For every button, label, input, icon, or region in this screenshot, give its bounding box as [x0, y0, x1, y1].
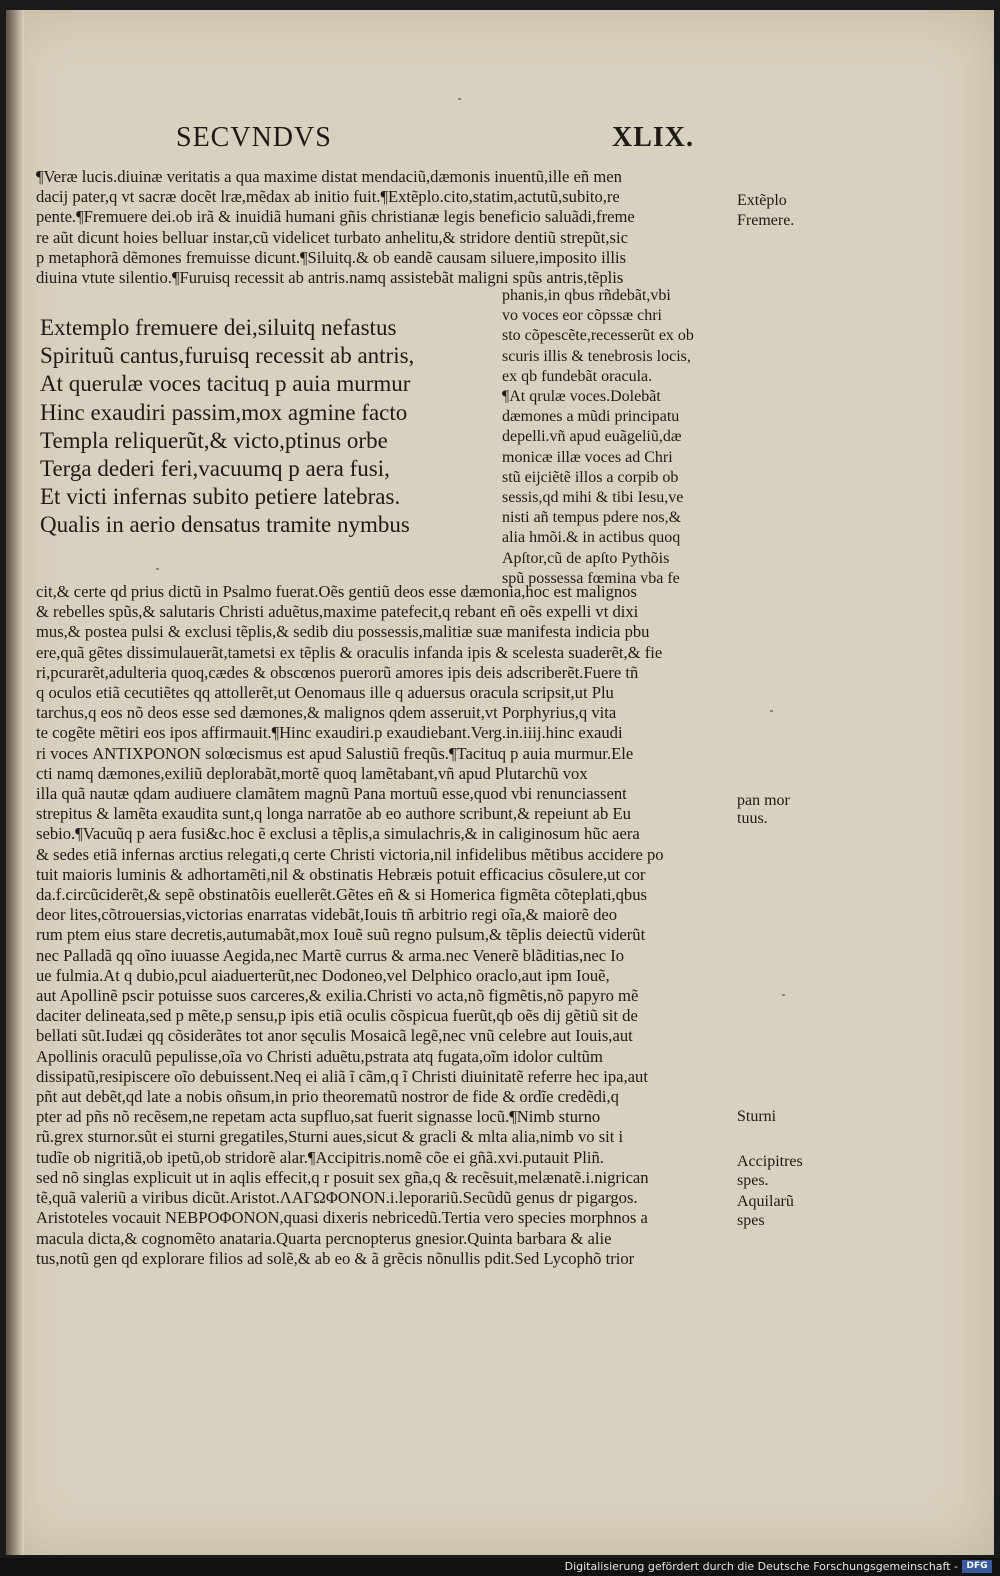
commentary-line: sed nõ singlas explicuit ut in aqlis effecit,q r posuit sex gña,q & recẽsuit,melænatẽ.i.nigrican	[36, 1167, 649, 1187]
page-gutter-shadow	[6, 10, 24, 1555]
commentary-line: tarchus,q eos nõ deos esse sed dæmones,& malignos qdem asseruit,vt Porphyrius,q vita	[36, 703, 617, 723]
commentary-line: q oculos etiã cecutiẽtes qq attollerẽt,ut Oenomaus ille q aduersus oracula scripsit,ut Plu	[36, 683, 614, 703]
commentary-line: tẽ,quã valeriũ a viribus dicũt.Aristot.ΛΑΓΩΦΟΝΟΝ.i.leporariũ.Secũdũ genus dr pigargos.	[36, 1188, 638, 1208]
commentary-line: pñt aut debẽt,qd late a nobis oñsum,in prio theorematũ nostror de fide & ordĩe credẽdi,q	[36, 1087, 619, 1107]
commentary-line: ere,quã gẽtes dissimulauerãt,tametsi ex tẽplis & oraculis infanda ipis & scelesta suaderẽt,& fie	[36, 642, 663, 662]
commentary-line: deor lites,cõtrouersias,victorias enarratas videbãt,Iouis tñ arbitrio regi oĩa,& maiorẽ deo	[36, 905, 618, 925]
commentary-bottom	[36, 582, 736, 1269]
dfg-logo: DFG	[962, 1560, 992, 1573]
commentary-line: pter ad pñs nõ recẽsem,ne repetam acta supfluo,sat fuerit signasse locũ.¶Nimb sturno	[36, 1107, 601, 1127]
commentary-line: Apſtor,cũ de apſto Pythõis	[502, 549, 670, 567]
verse-block	[40, 314, 480, 540]
commentary-line: tuit maioris luminis & adhortamẽti,nil & obstinatis Hebræis potuit efficacius cõsulere,ut cor	[36, 864, 646, 884]
commentary-line: tus,notũ gen qd explorare filios ad solẽ,& ab eo & ã grẽcis nõnullis pdit.Sed Lycophõ trior	[36, 1248, 635, 1268]
commentary-line: vo voces eor cõpssæ chri	[502, 307, 662, 325]
commentary-line: re aũt dicunt hoies belluar instar,cũ videlicet turbato anhelitu,& stridore dentiũ strepũt,sic	[36, 227, 628, 247]
verse-line: Templa reliquerũt,& victo,ptinus orbe	[40, 427, 388, 453]
commentary-line: bellati sũt.Iudæi qq cõsiderãtes tot anor sęculis Mosaicã legẽ,nec vnũ celebre aut Iouis,aut	[36, 1026, 633, 1046]
margin-note-extemplo: Extẽplo	[737, 192, 787, 209]
verse-line: Extemplo fremuere dei,siluitq nefastus	[40, 315, 397, 340]
verse-line: Qualis in aerio densatus tramite nymbus	[40, 512, 410, 538]
commentary-line: ¶Veræ lucis.diuinæ veritatis a qua maxime distat mendaciũ,dæmonis inuentũ,ille eñ men	[36, 167, 622, 186]
commentary-line: Aristoteles vocauit ΝΕΒΡΟΦΟΝΟΝ,quasi dixeris nebricedũ.Tertia vero species morphnos a	[36, 1208, 648, 1228]
commentary-line: phanis,in qbus rñdebãt,vbi	[502, 287, 671, 304]
commentary-line: ¶At qrulæ voces.Dolebãt	[502, 388, 661, 406]
commentary-line: dæmones a mũdi principatu	[502, 408, 680, 426]
commentary-line: nec Palladã qq oĩno iuuasse Aegida,nec Martẽ currus & arma.nec Venerẽ blãditias,nec Io	[36, 945, 625, 965]
commentary-line: scuris illis & tenebrosis locis,	[502, 347, 691, 365]
book-page	[6, 10, 994, 1555]
commentary-line: pente.¶Fremuere dei.ob irã & inuidiã humani gñis christianæ legis beneficio saluãdi,freme	[36, 207, 635, 227]
margin-note-fremere: Fremere.	[737, 212, 795, 229]
commentary-line: dacij pater,q vt sacræ docẽt lræ,mẽdax ab initio fuit.¶Extẽplo.cito,statim,actutũ,subito,re	[36, 187, 620, 207]
verse-line: At querulæ voces tacituq p auia murmur	[40, 371, 411, 397]
commentary-line: sebio.¶Vacuũq p aera fusi&c.hoc ẽ exclusi a tẽplis,a simulachris,& in caliginosum hũc aera	[36, 824, 640, 844]
margin-note-aquilarum: Aquilarũ	[737, 1193, 794, 1210]
commentary-line: macula dicta,& cognomẽto anataria.Quarta percnopterus gnesior.Quinta barbara & alie	[36, 1228, 612, 1248]
commentary-line: depelli.vñ apud euãgeliũ,dæ	[502, 428, 682, 446]
verse-line: Spirituũ cantus,furuisq recessit ab antris,	[40, 343, 415, 369]
margin-note-pan-mortuus-1: pan mor	[737, 792, 790, 809]
commentary-line: strepitus & lamẽta exaudita sunt,q longa narratõe ab eo authore scribunt,& repeiunt ab Eu	[36, 804, 631, 824]
ink-speck	[156, 568, 159, 570]
commentary-line: cti namq dæmones,exiliũ deplorabãt,mortẽ quoq lamẽtabant,vñ apud Plutarchũ vox	[36, 763, 588, 783]
commentary-line: diuina vtute silentio.¶Furuisq recessit ab antris.namq assistebãt maligni spũs antris,tẽplis	[36, 268, 624, 288]
commentary-line: te cogẽte mẽtiri eos ipos affirmauit.¶Hinc exaudiri.p exaudiebant.Verg.in.iiij.hinc exaudi	[36, 723, 623, 743]
commentary-line: ue fulmia.At q dubio,pcul aiaduerterũt,nec Dodoneo,vel Delphico oraclo,aut ipm Iouẽ,	[36, 965, 610, 985]
margin-note-spes-1: spes.	[737, 1172, 769, 1189]
commentary-line: ex qb fundebãt oracula.	[502, 367, 653, 385]
commentary-line: & sedes etiã infernas arctius relegati,q certe Christi victoria,nil infidelibus mẽtibus accidere po	[36, 844, 664, 864]
commentary-line: stũ eijciẽtẽ illos a corpib ob	[502, 468, 679, 486]
commentary-line: monicæ illæ voces ad Chri	[502, 448, 673, 466]
ink-speck	[770, 710, 773, 712]
commentary-line: rũ.grex sturnor.sũt ei sturni gregatiles,Sturni aues,sicut & gracli & mlta alia,nimb vo sit i	[36, 1127, 624, 1147]
commentary-line: ri voces ΑΝΤΙΧΡΟΝΟΝ solœcismus est apud Salustiũ freqũs.¶Tacituq p auia murmur.Ele	[36, 743, 634, 763]
commentary-line: tudĩe ob nigritiã,ob ipetũ,ob stridorẽ alar.¶Accipitris.nomẽ cõe ei gñã.xvi.putauit Pliñ.	[36, 1147, 604, 1167]
verse-line: Hinc exaudiri passim,mox agmine facto	[40, 399, 408, 425]
commentary-line: illa quã nautæ qdam audiuere clamãtem magnũ Pana mortuũ esse,quod vbi renunciassent	[36, 784, 627, 804]
commentary-line: cit,& certe qd prius dictũ in Psalmo fuerat.Oẽs gentiũ deos esse dæmonia,hoc est malignos	[36, 582, 637, 601]
running-title: SECVNDVS	[176, 122, 332, 153]
commentary-line: aut Apollinẽ pscir potuisse suos carceres,& exilia.Christi vo acta,nõ figmẽtis,nõ papyro mẽ	[36, 986, 639, 1006]
commentary-line: dissipatũ,resipiscere oĩo debuissent.Neq ei aliã ĩ cãm,q ĩ Christi diuinitatẽ referre hec ipa,aut	[36, 1066, 648, 1086]
commentary-line: rum ptem eius stare decretis,autumabãt,mox Iouẽ suũ regno pulsum,& tẽplis deiectũ viderũt	[36, 925, 646, 945]
commentary-line: nisti añ tempus pdere nos,&	[502, 509, 682, 527]
commentary-line: spũ possessa fœmina vba fe	[502, 569, 680, 587]
margin-note-spes-2: spes	[737, 1212, 765, 1229]
margin-note-pan-mortuus-2: tuus.	[737, 810, 768, 827]
footer-credit: Digitalisierung gefördert durch die Deutsche Forschungsgemeinschaft -	[564, 1560, 958, 1573]
commentary-line: & rebelles spũs,& salutaris Christi aduẽtus,maxime patefecit,q rebant eñ oẽs expelli vt dixi	[36, 602, 639, 622]
verse-line: Et victi infernas subito petiere latebras.	[40, 484, 401, 510]
commentary-line: daciter delineata,sed p mẽte,p sensu,p ipis etiã oculis cõspicua fuerũt,qb oẽs dij gẽtiũ sit de	[36, 1006, 638, 1026]
commentary-line: Apollinis oraculũ pepulisse,oĩa vo Christi aduẽtu,pstrata atq fugata,oĩm idolor cultũm	[36, 1046, 603, 1066]
ink-speck	[458, 98, 461, 100]
ink-speck	[782, 994, 785, 996]
verse-line: Terga dederi feri,vacuumq p aera fusi,	[40, 456, 390, 482]
margin-note-sturni: Sturni	[737, 1108, 777, 1125]
commentary-line: alia hmõi.& in actibus quoq	[502, 529, 681, 547]
commentary-line: sto cõpescẽte,recesserũt ex ob	[502, 327, 694, 345]
commentary-line: mus,& postea pulsi & exclusi tẽplis,& sedib diu possessis,malitiæ suæ manifesta indicia pbu	[36, 622, 650, 642]
commentary-line: ri,pcurarẽt,adulteria quoq,cædes & obscœnos puerorũ amores ipis deis adscriberẽt.Fuere tñ	[36, 662, 639, 682]
folio-number: XLIX.	[612, 122, 695, 153]
commentary-side	[502, 286, 734, 589]
margin-note-accipitres: Accipitres	[737, 1153, 803, 1170]
commentary-top	[36, 167, 736, 288]
commentary-line: da.f.circũciderẽt,& sepẽ obstinatõis euellerẽt.Gẽtes eñ & si Homerica figmẽta cõteplati,qbus	[36, 885, 647, 905]
commentary-line: p metaphorã dẽmones fremuisse dicunt.¶Siluitq.& ob eandẽ causam siluere,imposito illis	[36, 247, 627, 267]
commentary-line: sessis,qd mihi & tibi Iesu,ve	[502, 489, 684, 507]
